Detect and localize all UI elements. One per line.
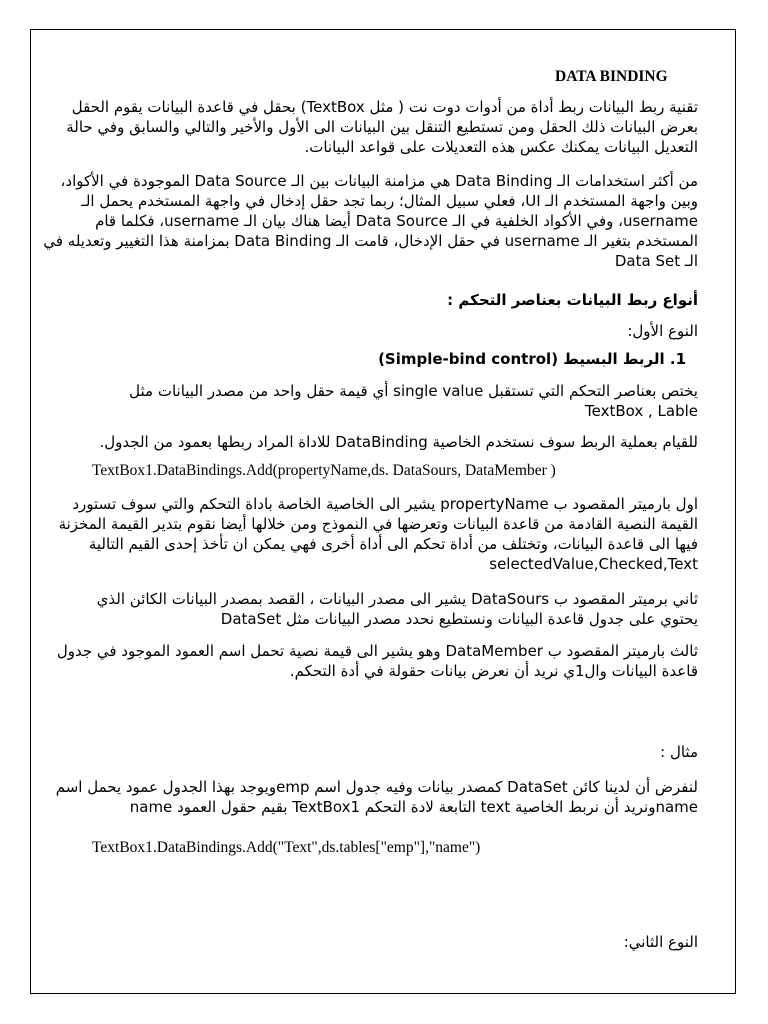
code-line-1: TextBox1.DataBindings.Add(propertyName,ds. DataSours, DataMember ) (92, 462, 556, 479)
param1-line: selectedValue,Checked,Text (489, 555, 698, 573)
param3-line: قاعدة البيانات وال1ي نريد أن نعرض بيانات حقولة في أدة التحكم. (289, 662, 698, 680)
param1-line: القيمة النصية القادمة من قاعدة البيانات وتعرضها في النموذج ومن خلالها أيضا نقوم بتدير القيمة المخزنة (58, 515, 698, 533)
type1-description (90, 381, 698, 421)
usage-line: المستخدم بتغير الـ username في حقل الإدخال، قامت الـ Data Binding بمزامنة هذا التغيير وتعديله في (43, 232, 698, 250)
usage-line: username، وفي الأكواد الخلفية في الـ Data Source أيضا هناك بيان الـ username، فكلما قام (95, 212, 698, 230)
intro-line: بعرض البيانات ذلك الحقل ومن تستطيع التنقل بين البيانات الى الأول والأخير والتالي والسابق وفي حالة (66, 118, 698, 136)
types-heading (90, 290, 698, 310)
param2-line: ثاني برميتر المقصود ب DataSours يشير الى مصدر البيانات ، القصد بمصدر البيانات الكائن الذي (96, 590, 698, 608)
example-label-text: مثال : (660, 743, 698, 761)
param2-paragraph (90, 589, 698, 629)
param3-paragraph (56, 641, 698, 681)
param3-line: ثالث بارميتر المقصود ب DataMember وهو يشير الى قيمة نصية تحمل اسم العمود الموجود في جدول (56, 642, 698, 660)
usage-paragraph (43, 171, 698, 271)
types-heading-text: أنواع ربط البيانات بعناصر التحكم : (447, 291, 698, 309)
example-line: لنفرض أن لدينا كائن DataSet كمصدر بيانات وفيه جدول اسم empويوجد بهذا الجدول عمود يحمل اسم (55, 778, 698, 796)
type2-label-text: النوع الثاني: (623, 933, 698, 951)
example-line: nameونريد أن نربط الخاصية text التابعة لادة التحكم TextBox1 بقيم حقول العمود name (129, 798, 698, 816)
param1-line: فيها الى قاعدة البيانات، وتختلف من أداة تحكم الى أداة أخرى فهي يمكن ان تأخذ إحدى القيم التالية (88, 535, 698, 553)
type1-title (78, 349, 686, 369)
type2-label (90, 932, 698, 952)
type1-title-text: 1. الربط البسيط (Simple-bind control) (378, 350, 686, 368)
code-line-2: TextBox1.DataBindings.Add("Text",ds.tables["emp"],"name") (92, 839, 481, 856)
databinding-paragraph (90, 432, 698, 452)
usage-line: من أكثر استخدامات الـ Data Binding هي مزامنة البيانات بين الـ Data Source الموجودة في الأكواد، (60, 172, 698, 190)
type1-label-text: النوع الأول: (627, 322, 698, 340)
databinding-text: للقيام بعملية الربط سوف نستخدم الخاصية DataBinding للاداة المراد ربطها بعمود من الجدول. (99, 433, 698, 451)
usage-line: وبين واجهة المستخدم الـ UI، فعلي سبيل المثال؛ ربما تجد حقل إدخال في واجهة المستخدم يحمل الـ (81, 192, 698, 210)
type1-label (90, 321, 698, 341)
example-label (90, 742, 698, 762)
intro-line: تقنية ربط البيانات ربط أداة من أدوات دوت نت ( مثل TextBox) بحقل في قاعدة البيانات يقوم الحقل (71, 98, 698, 116)
param1-paragraph (58, 494, 698, 574)
document-title: DATA BINDING (555, 68, 668, 85)
type1-desc-line: TextBox , Lable (585, 402, 698, 420)
intro-paragraph (66, 97, 698, 157)
example-paragraph (55, 777, 698, 817)
intro-line: التعديل البيانات يمكنك عكس هذه التعديلات على قواعد البيانات. (304, 138, 698, 156)
type1-desc-line: يختص بعناصر التحكم التي تستقبل single value أي قيمة حقل واحد من مصدر البيانات مثل (129, 382, 698, 400)
param1-line: اول بارميتر المقصود ب propertyName يشير الى الخاصية الخاصة باداة التحكم والتي سوف تستورد (72, 495, 698, 513)
param2-line: يحتوي على جدول قاعدة البيانات ونستطيع نحدد مصدر البيانات مثل DataSet (220, 610, 698, 628)
usage-line: الـ Data Set (614, 252, 698, 270)
